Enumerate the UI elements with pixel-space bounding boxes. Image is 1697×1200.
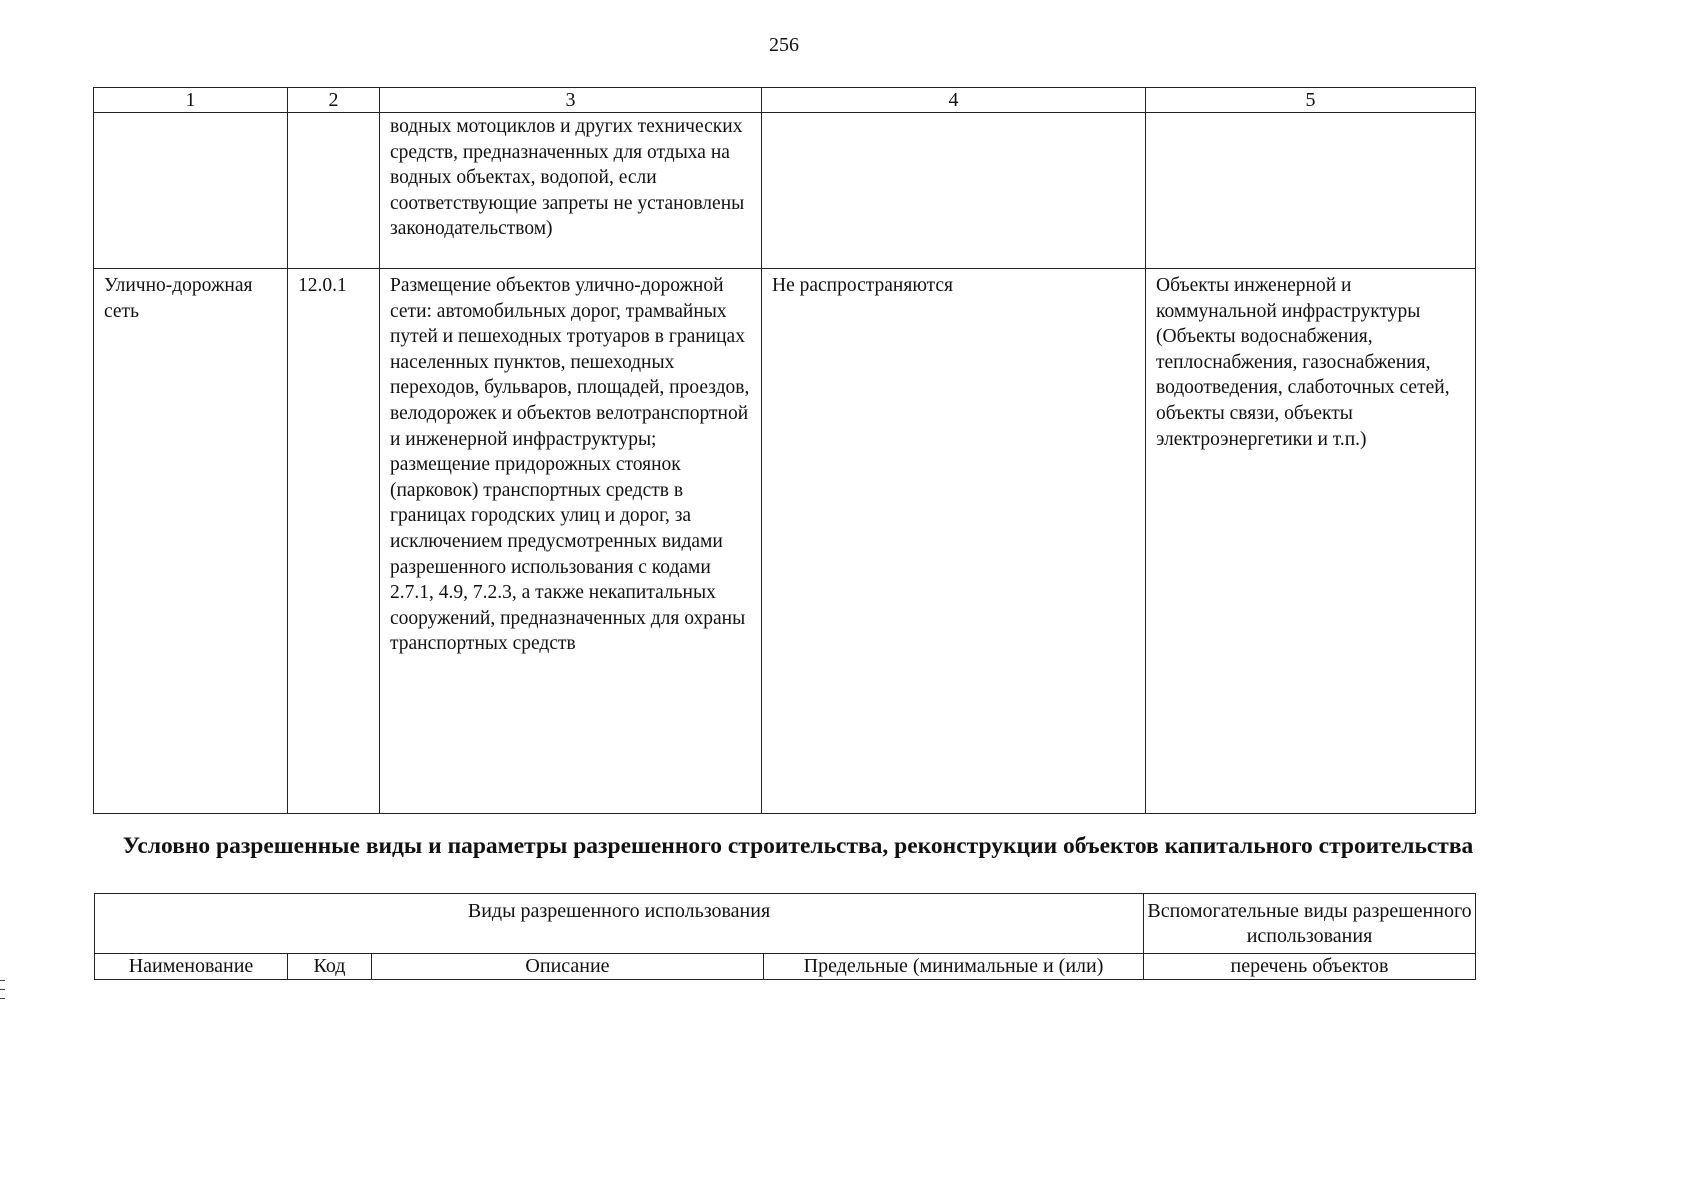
- auxiliary-uses-cell: Объекты инженерной и коммунальной инфраструктуры (Объекты водоснабжения, теплоснабжения, газоснабжения, водоотведения, слаботочных сетей, объекты связи, объекты электроэнергетики и т.п.): [1146, 269, 1476, 814]
- parameters-cell: [762, 113, 1146, 269]
- column-header-name: Наименование: [95, 954, 288, 980]
- column-number-row: [94, 88, 1476, 113]
- use-code-cell: [288, 113, 380, 269]
- section-heading: Условно разрешенные виды и параметры разрешенного строительства, реконструкции объектов капитального строительства: [122, 833, 1474, 859]
- conditional-uses-table: [94, 893, 1476, 980]
- table-row: [94, 113, 1476, 269]
- column-header-code: Код: [288, 954, 372, 980]
- table-row: [94, 269, 1476, 814]
- scan-edge-marks: [0, 980, 6, 1010]
- main-table: [93, 87, 1476, 814]
- column-header-parameters: Предельные (минимальные и (или): [764, 954, 1144, 980]
- column-number: 2: [288, 88, 380, 113]
- use-code-cell: 12.0.1: [288, 269, 380, 814]
- group-header-permitted-uses: Виды разрешенного использования: [95, 894, 1144, 954]
- use-name-cell: Улично-дорожная сеть: [94, 269, 288, 814]
- column-header-objects-list: перечень объектов: [1144, 954, 1476, 980]
- column-number: 4: [762, 88, 1146, 113]
- column-number: 1: [94, 88, 288, 113]
- column-header-description: Описание: [372, 954, 764, 980]
- use-description-cell: Размещение объектов улично-дорожной сети: автомобильных дорог, трамвайных путей и пешеходных тротуаров в границах населенных пунктов, пешеходных переходов, бульваров, площадей, проездов, велодорожек и объектов велотранспортной и инженерной инфраструктуры; размещение придорожных стоянок (парковок) транспортных средств в границах городских улиц и дорог, за исключением предусмотренных видами разрешенного использования с кодами 2.7.1, 4.9, 7.2.3, а также некапитальных сооружений, предназначенных для охраны транспортных средств: [380, 269, 762, 814]
- use-name-cell: [94, 113, 288, 269]
- auxiliary-uses-cell: [1146, 113, 1476, 269]
- column-number: 5: [1146, 88, 1476, 113]
- column-header-row: [95, 954, 1476, 980]
- group-header-auxiliary-uses: Вспомогательные виды разрешенного использования: [1144, 894, 1476, 954]
- page-number: 256: [769, 34, 799, 56]
- parameters-cell: Не распространяются: [762, 269, 1146, 814]
- use-description-cell: водных мотоциклов и других технических средств, предназначенных для отдыха на водных объектах, водопой, если соответствующие запреты не установлены законодательством): [380, 113, 762, 269]
- group-header-row: [95, 894, 1476, 954]
- column-number: 3: [380, 88, 762, 113]
